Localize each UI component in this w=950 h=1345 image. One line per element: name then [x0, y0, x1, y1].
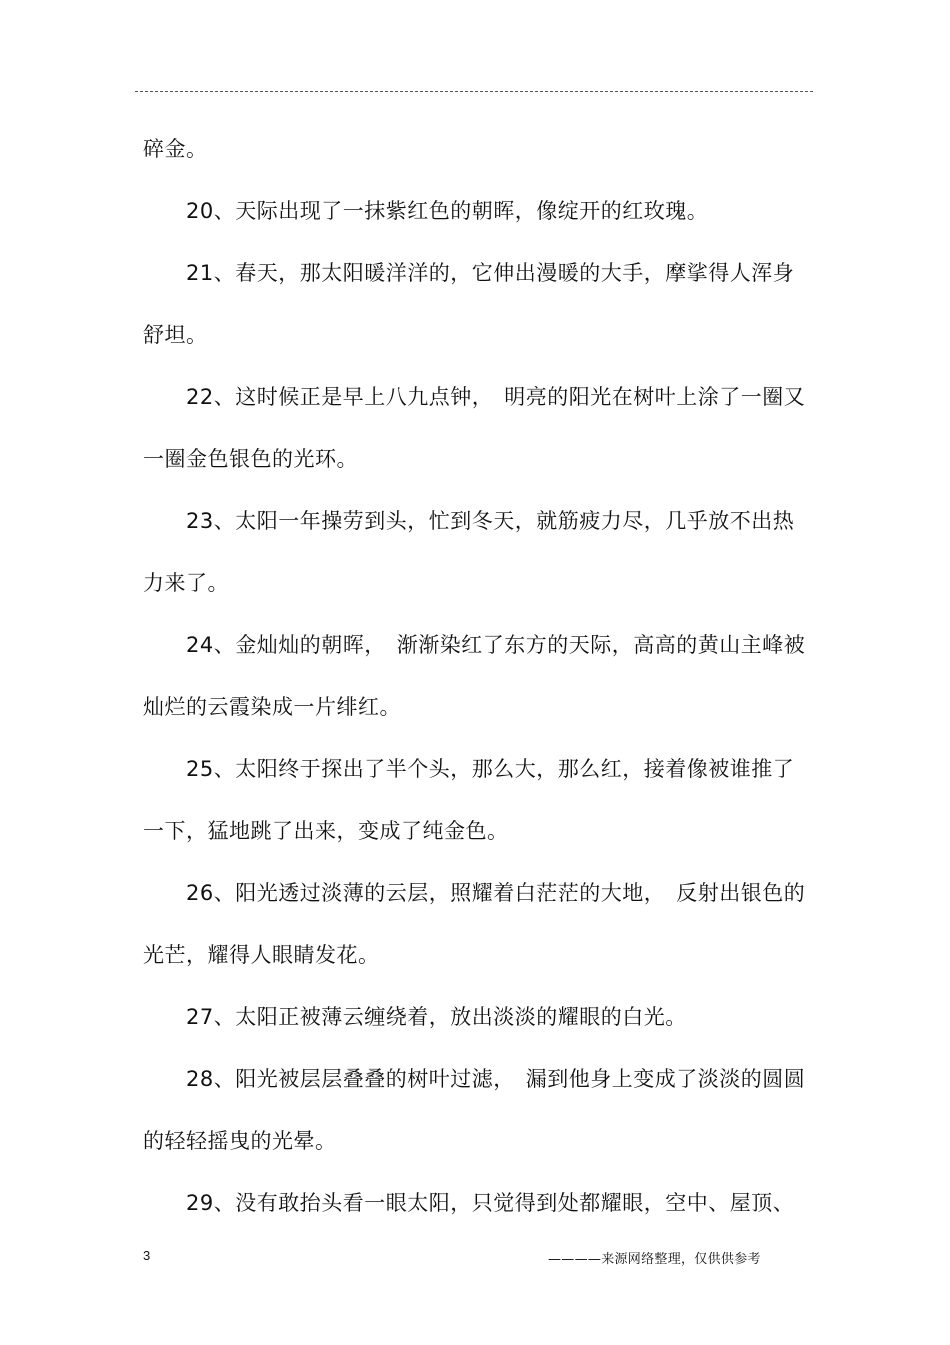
header-dashed-rule	[135, 91, 813, 92]
text-line: 碎金。	[143, 137, 208, 161]
text-line: 21、春天，那太阳暖洋洋的，它伸出漫暖的大手，摩挲得人浑身	[186, 261, 795, 285]
text-line: 力来了。	[143, 571, 229, 595]
text-line: 20、天际出现了一抹紫红色的朝晖，像绽开的红玫瑰。	[186, 199, 709, 223]
body-text	[143, 118, 806, 1234]
text-line: 25、太阳终于探出了半个头，那么大，那么红，接着像被谁推了	[186, 757, 795, 781]
text-line: 28、阳光被层层叠叠的树叶过滤， 漏到他身上变成了淡淡的圆圆	[186, 1067, 806, 1091]
text-line: 29、没有敢抬头看一眼太阳，只觉得到处都耀眼，空中、屋顶、	[186, 1191, 795, 1215]
text-line: 24、金灿灿的朝晖， 渐渐染红了东方的天际，高高的黄山主峰被	[186, 633, 806, 657]
text-line: 舒坦。	[143, 323, 208, 347]
text-line: 27、太阳正被薄云缠绕着，放出淡淡的耀眼的白光。	[186, 1005, 687, 1029]
text-line: 26、阳光透过淡薄的云层，照耀着白茫茫的大地， 反射出银色的	[186, 881, 806, 905]
text-line: 的轻轻摇曳的光晕。	[143, 1129, 337, 1153]
text-line: 光芒，耀得人眼睛发花。	[143, 943, 380, 967]
text-line: 一下，猛地跳了出来，变成了纯金色。	[143, 819, 509, 843]
page-number: 3	[143, 1248, 151, 1263]
footer-note: ————来源网络整理，仅供供参考	[548, 1252, 761, 1267]
text-line: 23、太阳一年操劳到头，忙到冬天，就筋疲力尽，几乎放不出热	[186, 509, 795, 533]
text-line: 22、这时候正是早上八九点钟， 明亮的阳光在树叶上涂了一圈又	[186, 385, 806, 409]
text-line: 一圈金色银色的光环。	[143, 447, 358, 471]
text-line: 灿烂的云霞染成一片绯红。	[143, 695, 401, 719]
